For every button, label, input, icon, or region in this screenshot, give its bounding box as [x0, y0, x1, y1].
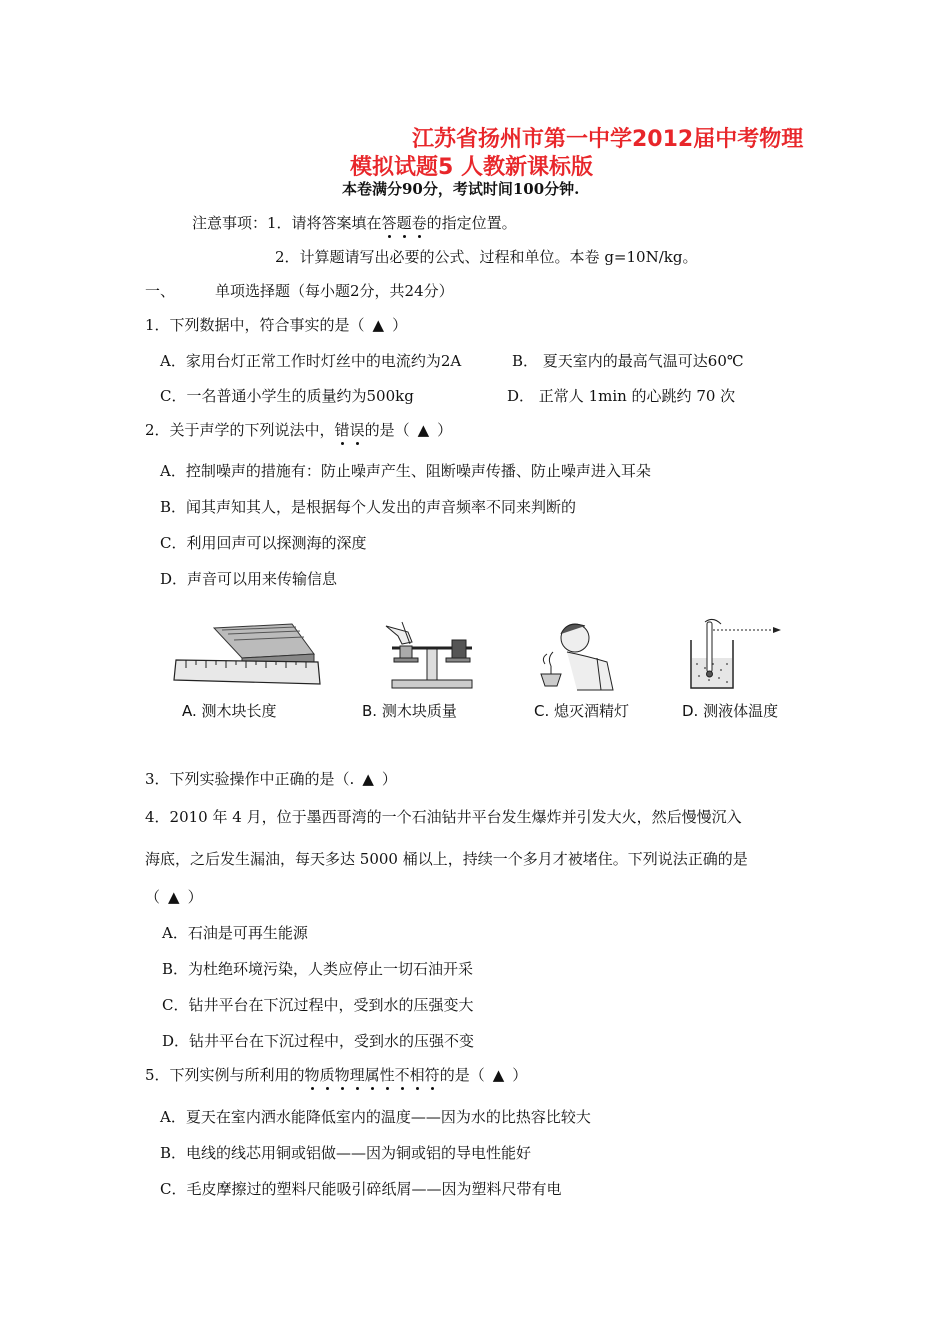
title-line-2: 模拟试题5 人教新课标版	[350, 155, 593, 180]
alcohol-lamp-figure	[527, 618, 637, 693]
question-2-stem: 2．关于声学的下列说法中，错误的是（ ▲ ）	[145, 421, 453, 439]
answer-marker: ▲	[362, 770, 374, 788]
notes-line-1: 注意事项：1．请将答案填在答题卷的指定位置。	[192, 214, 517, 232]
dotted-char: 符	[424, 1066, 440, 1084]
question-1-stem: 1．下列数据中，符合事实的是（ ▲ ）	[145, 316, 408, 334]
exam-subtitle: 本卷满分90分，考试时间100分钟.	[342, 180, 580, 198]
ruler-block-figure	[172, 618, 322, 693]
question-3-stem: 3．下列实验操作中正确的是（. ▲ ）	[145, 770, 397, 788]
dotted-char: 答	[381, 214, 397, 232]
dotted-emphasis	[335, 421, 365, 439]
dotted-emphasis	[305, 1066, 440, 1084]
balance-figure	[372, 618, 492, 693]
question-1-option-a: A．家用台灯正常工作时灯丝中的电流约为2A	[160, 352, 462, 370]
answer-marker: ▲	[372, 316, 385, 334]
notes-line-2: 2．计算题请写出必要的公式、过程和单位。本卷 g=10N/kg。	[275, 248, 698, 266]
figure-caption-a: A. 测木块长度	[182, 702, 277, 720]
dotted-char: 质	[319, 1066, 335, 1084]
dotted-char: 误	[349, 421, 365, 439]
figure-caption-d: D. 测液体温度	[682, 702, 779, 720]
experiment-figures	[172, 618, 802, 728]
dotted-char: 物	[334, 1066, 350, 1084]
question-5-stem: 5．下列实例与所利用的物质物理属性不相符的是（ ▲ ）	[145, 1066, 528, 1084]
figure-caption-c: C. 熄灭酒精灯	[534, 702, 630, 720]
dotted-char: 错	[334, 421, 350, 439]
answer-marker: ▲	[417, 421, 430, 439]
question-1-option-b: B． 夏天室内的最高气温可达60℃	[512, 352, 744, 370]
question-2-option-c: C．利用回声可以探测海的深度	[160, 534, 367, 552]
dotted-char: 不	[394, 1066, 410, 1084]
question-4-option-d: D．钻井平台在下沉过程中，受到水的压强不变	[162, 1032, 475, 1050]
section-1-heading: 一、 单项选择题（每小题2分，共24分）	[145, 282, 454, 300]
question-2-option-d: D．声音可以用来传输信息	[160, 570, 338, 588]
dotted-char: 物	[304, 1066, 320, 1084]
question-2-option-a: A．控制噪声的措施有：防止噪声产生、阻断噪声传播、防止噪声进入耳朵	[160, 462, 651, 480]
question-4-option-b: B．为杜绝环境污染，人类应停止一切石油开采	[162, 960, 474, 978]
title-line-1: 江苏省扬州市第一中学2012届中考物理	[412, 127, 804, 152]
question-1-option-d: D． 正常人 1min 的心跳约 70 次	[507, 387, 736, 405]
question-1-option-c: C．一名普通小学生的质量约为500kg	[160, 387, 414, 405]
question-5-option-a: A．夏天在室内洒水能降低室内的温度——因为水的比热容比较大	[160, 1108, 591, 1126]
figure-caption-b: B. 测木块质量	[362, 702, 457, 720]
dotted-char: 理	[349, 1066, 365, 1084]
dotted-char: 属	[364, 1066, 380, 1084]
dotted-char: 题	[396, 214, 412, 232]
question-5-option-c: C．毛皮摩擦过的塑料尺能吸引碎纸屑——因为塑料尺带有电	[160, 1180, 562, 1198]
question-4-option-c: C．钻井平台在下沉过程中，受到水的压强变大	[162, 996, 474, 1014]
dotted-char: 卷	[411, 214, 427, 232]
dotted-char: 性	[379, 1066, 395, 1084]
question-4-option-a: A．石油是可再生能源	[162, 924, 308, 942]
thermometer-figure	[677, 618, 787, 693]
dotted-char: 相	[409, 1066, 425, 1084]
dotted-emphasis	[382, 214, 427, 232]
question-5-option-b: B．电线的线芯用铜或铝做——因为铜或铝的导电性能好	[160, 1144, 532, 1162]
answer-marker: ▲	[168, 888, 180, 906]
question-4-line-1: 4．2010 年 4 月，位于墨西哥湾的一个石油钻井平台发生爆炸并引发大火，然后慢慢沉入	[145, 808, 742, 826]
question-4-line-2: 海底，之后发生漏油，每天多达 5000 桶以上，持续一个多月才被堵住。下列说法正确的是	[145, 850, 748, 868]
answer-marker: ▲	[492, 1066, 505, 1084]
question-2-option-b: B．闻其声知其人，是根据每个人发出的声音频率不同来判断的	[160, 498, 577, 516]
question-4-line-3: （ ▲ ）	[145, 888, 203, 906]
